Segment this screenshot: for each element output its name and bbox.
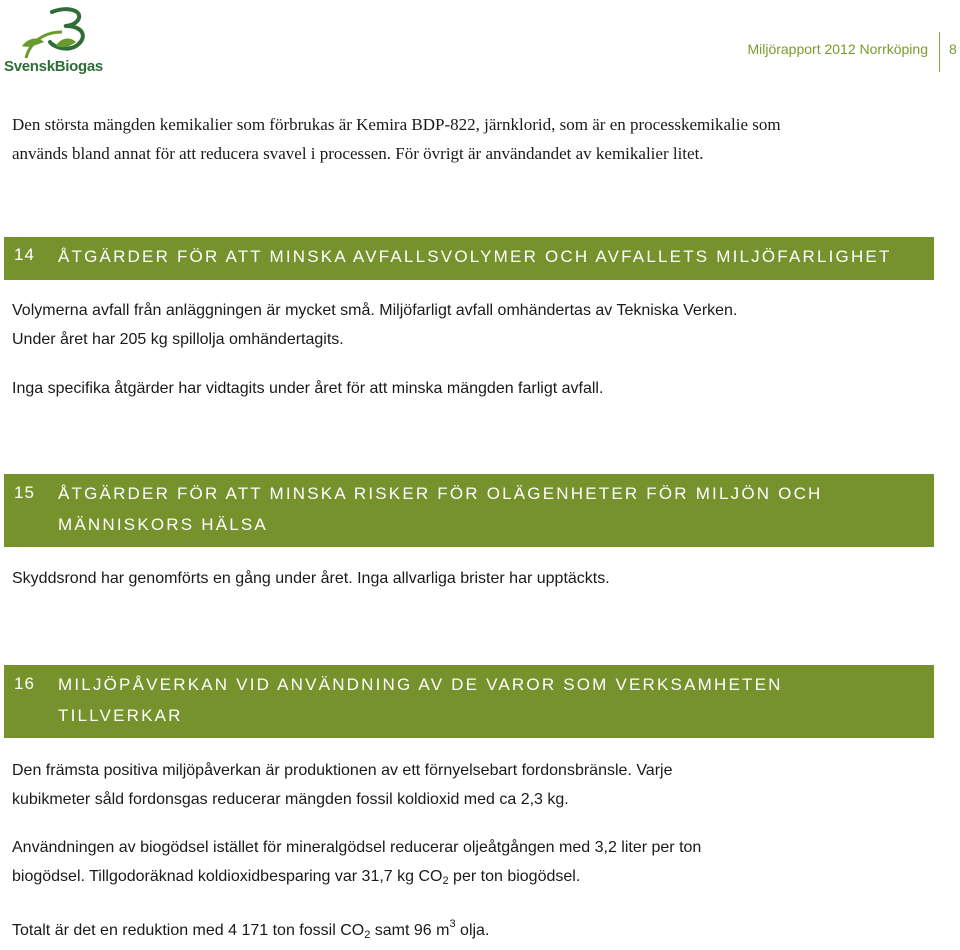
section-title-line1: ÅTGÄRDER FÖR ATT MINSKA RISKER FÖR OLÄGENHETER FÖR MILJÖN OCH <box>58 484 823 503</box>
section-15-p1: Skyddsrond har genomförts en gång under året. Inga allvarliga brister har upptäckts. <box>12 570 610 587</box>
section-number: 15 <box>14 483 35 502</box>
section-16-p1-line2: kubikmeter såld fordonsgas reducerar mängden fossil koldioxid med ca 2,3 kg. <box>12 791 569 808</box>
text-span: olja. <box>455 922 490 939</box>
section-16-p3 <box>12 910 942 950</box>
text-span: Totalt är det en reduktion med 4 171 ton fossil CO <box>12 922 365 939</box>
intro-line-1: Den största mängden kemikalier som förbrukas är Kemira BDP-822, järnklorid, som är en processkemikalie som <box>12 115 781 134</box>
logo-text: SvenskBiogas <box>4 58 103 75</box>
section-14-p2: Inga specifika åtgärder har vidtagits under året för att minska mängden farligt avfall. <box>12 380 604 397</box>
section-16-p2-line1: Användningen av biogödsel istället för mineralgödsel reducerar oljeåtgången med 3,2 liter per ton <box>12 839 702 856</box>
section-title-line2: MÄNNISKORS HÄLSA <box>58 515 268 534</box>
text-span: samt 96 m <box>370 922 450 939</box>
report-title: Miljörapport 2012 Norrköping <box>747 41 928 57</box>
section-14-p1-line2: Under året har 205 kg spillolja omhändertagits. <box>12 331 344 348</box>
text-span: per ton biogödsel. <box>448 868 581 885</box>
section-15-heading <box>4 474 934 547</box>
section-title-line2: TILLVERKAR <box>58 706 183 725</box>
section-14-heading <box>4 237 934 280</box>
intro-line-2: används bland annat för att reducera svavel i processen. För övrigt är användandet av kemikalier litet. <box>12 144 704 163</box>
section-16-p1-line1: Den främsta positiva miljöpåverkan är produktionen av ett förnyelsebart fordonsbränsle. Varje <box>12 762 673 779</box>
text-span: biogödsel. Tillgodoräknad koldioxidbesparing var 31,7 kg CO <box>12 868 443 885</box>
section-title-line1: MILJÖPÅVERKAN VID ANVÄNDNING AV DE VAROR SOM VERKSAMHETEN <box>58 675 783 694</box>
section-16-p2-line2 <box>12 863 942 896</box>
section-title: ÅTGÄRDER FÖR ATT MINSKA AVFALLSVOLYMER OCH AVFALLETS MILJÖFARLIGHET <box>58 247 892 266</box>
section-14-p1-line1: Volymerna avfall från anläggningen är mycket små. Miljöfarligt avfall omhändertas av Tekniska Verken. <box>12 302 738 319</box>
section-16-heading <box>4 665 934 738</box>
section-number: 16 <box>14 674 35 693</box>
section-number: 14 <box>14 245 35 264</box>
header-divider <box>939 32 940 72</box>
subscript: 2 <box>442 875 449 887</box>
superscript: 3 <box>449 918 456 930</box>
subscript: 2 <box>364 929 371 941</box>
page-number: 8 <box>949 41 957 57</box>
